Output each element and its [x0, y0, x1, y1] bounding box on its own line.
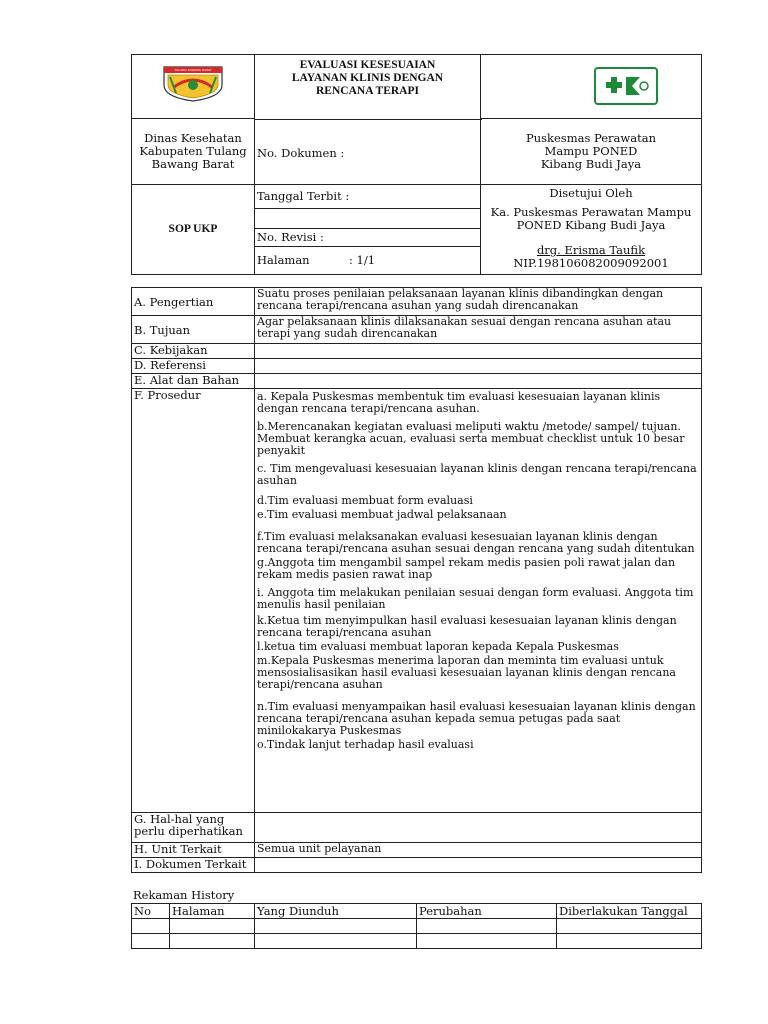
history-title: Rekaman History: [133, 888, 235, 902]
org-left-line: Dinas Kesehatan: [144, 131, 242, 145]
org-right-line: Puskesmas Perawatan: [525, 131, 656, 145]
section-content: [255, 374, 702, 389]
org-right-line: Kibang Budi Jaya: [540, 157, 642, 171]
history-row: [132, 934, 702, 949]
prosedur-step: d.Tim evaluasi membuat form evaluasi: [257, 494, 473, 507]
org-left-line: Bawang Barat: [151, 157, 235, 171]
spacer-cell: [255, 209, 481, 229]
section-label: E. Alat dan Bahan: [132, 374, 255, 389]
section-content: Agar pelaksanaan klinis dilaksanakan sesuai dengan rencana asuhan atau terapi yang sudah direncanakan: [255, 316, 702, 344]
section-label: F. Prosedur: [132, 389, 255, 813]
no-dokumen: No. Dokumen :: [257, 146, 345, 160]
halaman-value: : 1/1: [349, 253, 376, 267]
org-left: [132, 119, 255, 185]
approval-title: Disetujui Oleh: [549, 186, 633, 200]
history-header: Yang Diunduh: [255, 904, 417, 919]
approval-nip: NIP.198106082009092001: [513, 256, 669, 270]
section-label: C. Kebijakan: [132, 344, 255, 359]
prosedur-step: e.Tim evaluasi membuat jadwal pelaksanaan: [257, 508, 507, 521]
tanggal-terbit: Tanggal Terbit :: [255, 185, 481, 209]
section-label: D. Referensi: [132, 359, 255, 374]
section-label: H. Unit Terkait: [132, 843, 255, 858]
halaman-label: Halaman: [257, 253, 310, 267]
org-right: [481, 119, 702, 185]
prosedur-step: a. Kepala Puskesmas membentuk tim evaluasi kesesuaian layanan klinis dengan rencana terapi/rencana asuhan.: [257, 390, 661, 415]
kabupaten-logo: [160, 63, 226, 103]
history-header: No: [132, 904, 170, 919]
section-label: I. Dokumen Terkait: [132, 858, 255, 873]
logo-text: TULANG BAWANG BARAT: [174, 68, 212, 72]
title-line: RENCANA TERAPI: [316, 85, 419, 97]
section-content: [255, 858, 702, 873]
logo-cell: [132, 55, 255, 119]
prosedur-step: n.Tim evaluasi menyampaikan hasil evaluasi kesesuaian layanan klinis dengan rencana terapi/rencana asuhan kepada semua petugas pada saat minilokakarya Puskesmas: [257, 700, 696, 737]
sop-content-table: [131, 287, 702, 873]
section-content: Suatu proses penilaian pelaksanaan layanan klinis dibandingkan dengan rencana terapi/rencana asuhan yang sudah direncanakan: [255, 288, 702, 316]
prosedur-step: f.Tim evaluasi melaksanakan evaluasi kesesuaian layanan klinis dengan rencana terapi/rencana asuhan sesuai dengan rencana yang sudah ditentukan: [257, 530, 695, 555]
section-label: A. Pengertian: [132, 288, 255, 316]
prosedur-step: g.Anggota tim mengambil sampel rekam medis pasien poli rawat jalan dan rekam medis pasien rawat inap: [257, 556, 676, 581]
prosedur-step: b.Merencanakan kegiatan evaluasi meliputi waktu /metode/ sampel/ tujuan. Membuat kerangka acuan, evaluasi serta membuat checklist untuk 10 besar penyakit: [257, 420, 685, 457]
org-left-line: Kabupaten Tulang: [139, 144, 247, 158]
halaman: [255, 247, 481, 275]
doc-number-divider: [255, 119, 482, 120]
no-revisi: No. Revisi :: [255, 229, 481, 247]
puskesmas-logo-cell: [481, 55, 702, 119]
prosedur-list: [255, 389, 702, 813]
approval-block: [481, 185, 702, 275]
prosedur-step: k.Ketua tim menyimpulkan hasil evaluasi kesesuaian layanan klinis dengan rencana terapi/rencana asuhan: [257, 614, 677, 639]
history-row: [132, 919, 702, 934]
section-content: Semua unit pelayanan: [255, 843, 702, 858]
org-right-line: Mampu PONED: [544, 144, 638, 158]
history-table: [131, 903, 702, 949]
section-label: G. Hal-hal yang perlu diperhatikan: [132, 813, 255, 843]
prosedur-step: c. Tim mengevaluasi kesesuaian layanan klinis dengan rencana terapi/rencana asuhan: [257, 462, 697, 487]
section-content: [255, 813, 702, 843]
section-label: B. Tujuan: [132, 316, 255, 344]
sop-label: SOP UKP: [132, 185, 255, 275]
history-header: Diberlakukan Tanggal: [557, 904, 702, 919]
health-cross-icon: [594, 67, 658, 105]
section-content: [255, 359, 702, 374]
prosedur-step: i. Anggota tim melakukan penilaian sesuai dengan form evaluasi. Anggota tim menulis hasil penilaian: [257, 586, 694, 611]
title-line: LAYANAN KLINIS DENGAN: [291, 72, 444, 84]
approval-position: Ka. Puskesmas Perawatan Mampu: [490, 205, 692, 219]
history-header: Perubahan: [417, 904, 557, 919]
section-content: [255, 344, 702, 359]
prosedur-step: l.ketua tim evaluasi membuat laporan kepada Kepala Puskesmas: [257, 640, 619, 653]
prosedur-step: o.Tindak lanjut terhadap hasil evaluasi: [257, 738, 474, 751]
approval-position: PONED Kibang Budi Jaya: [516, 218, 666, 232]
history-header: Halaman: [170, 904, 255, 919]
header-table: [131, 54, 702, 275]
approval-name: drg. Erisma Taufik: [536, 243, 646, 257]
title-line: EVALUASI KESESUAIAN: [299, 59, 436, 71]
prosedur-step: m.Kepala Puskesmas menerima laporan dan meminta tim evaluasi untuk mensosialisasikan hasil evaluasi kesesuaian layanan klinis dengan rencana terapi/rencana asuhan: [257, 654, 676, 691]
